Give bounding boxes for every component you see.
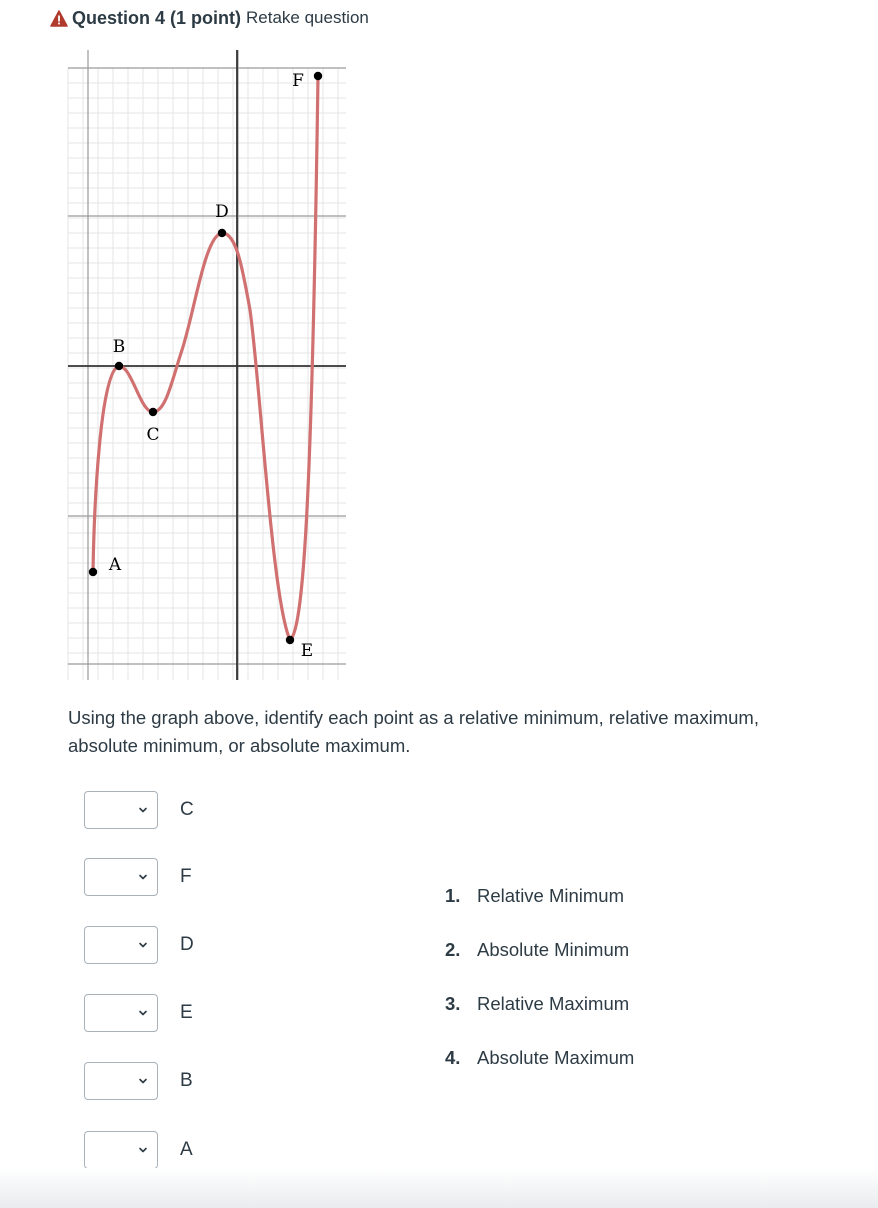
point-label-f: F (292, 71, 304, 91)
question-prompt: Using the graph above, identify each point as a relative minimum, relative maximum, absolute minimum, or absolute maximum. (68, 707, 759, 756)
match-row (84, 1060, 210, 1102)
answer-number: 3. (445, 993, 461, 1014)
point-label: E (180, 1002, 193, 1023)
point-label: F (180, 866, 192, 887)
chevron-down-icon (137, 1075, 149, 1087)
chevron-down-icon (137, 804, 149, 816)
answer-text: Relative Maximum (477, 993, 630, 1014)
answer-select[interactable] (84, 791, 158, 829)
chevron-down-icon (137, 1144, 149, 1156)
answer-text: Absolute Minimum (477, 939, 630, 960)
point-marker-d (218, 229, 226, 237)
answer-select[interactable] (84, 994, 158, 1032)
chevron-down-icon (137, 1007, 149, 1019)
answer-select[interactable] (84, 926, 158, 964)
answer-option (445, 1047, 634, 1075)
chevron-down-icon (137, 939, 149, 951)
chevron-down-icon (137, 871, 149, 883)
function-graph (60, 40, 360, 680)
answer-option (445, 993, 629, 1021)
answer-text: Absolute Maximum (477, 1047, 635, 1068)
question-points: (1 point) (170, 7, 241, 28)
answer-select[interactable] (84, 1131, 158, 1169)
answer-select[interactable] (84, 858, 158, 896)
point-label-a: A (108, 555, 122, 575)
point-marker-b (115, 362, 123, 370)
retake-question-label: Retake question (246, 8, 369, 27)
page-bottom-fade (0, 1168, 878, 1208)
point-label: A (180, 1139, 193, 1160)
question-header (50, 6, 369, 30)
point-marker-c (149, 408, 157, 416)
point-label-b: B (112, 337, 126, 357)
answer-number: 4. (445, 1047, 461, 1068)
match-row (84, 789, 210, 831)
function-curve (93, 76, 318, 640)
point-label-d: D (215, 202, 229, 222)
answer-option (445, 885, 624, 913)
answer-number: 2. (445, 939, 461, 960)
match-row (84, 924, 210, 966)
point-label: C (180, 799, 194, 820)
point-label-e: E (300, 641, 314, 661)
point-marker-e (286, 636, 294, 644)
answer-text: Relative Minimum (477, 885, 625, 906)
answer-option (445, 939, 629, 967)
question-title: Question 4 (72, 7, 166, 28)
point-marker-a (89, 568, 97, 576)
match-row (84, 992, 210, 1034)
point-label: B (180, 1070, 193, 1091)
point-label: D (180, 934, 194, 955)
warning-triangle-icon (50, 10, 68, 27)
point-label-c: C (146, 425, 160, 445)
match-row (84, 856, 210, 898)
point-marker-f (314, 72, 322, 80)
answer-select[interactable] (84, 1062, 158, 1100)
match-row (84, 1129, 210, 1171)
answer-number: 1. (445, 885, 461, 906)
